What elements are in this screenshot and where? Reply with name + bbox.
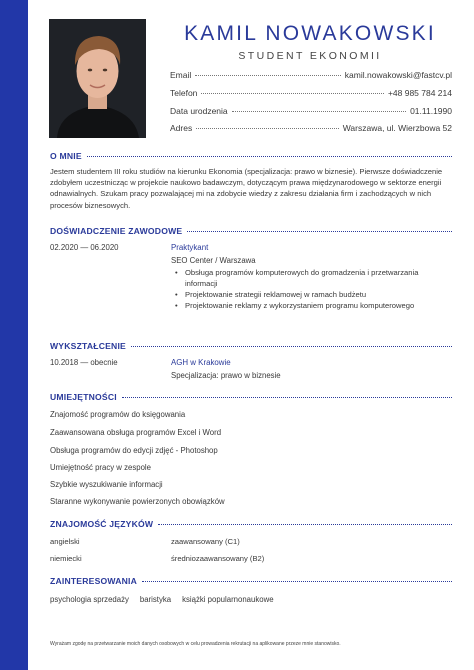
list-item: • Projektowanie strategii reklamowej w ramach budżetu — [171, 290, 421, 301]
heading-label: UMIEJĘTNOŚCI — [50, 392, 117, 402]
accent-sidebar — [0, 0, 28, 670]
phone-value[interactable]: +48 985 784 214 — [387, 88, 452, 98]
experience-date: 02.2020 — 06.2020 — [50, 243, 119, 252]
about-text: Jestem studentem III roku studiów na kierunku Ekonomia (specjalizacja: prawo w biznesie). Pierwsze doświadczenie zdobyłem uczestnicząc w projekcie naukowo badawczym, dotyczącym prawa międzynarodowego w sektorze energii odnawialnych. Szukam pracy pozwalającej mi na zdobycie wiedzy z zakresu działania firm i zachodzących w nich procesów biznesowych. — [50, 167, 443, 210]
contact-label: Data urodzenia — [170, 106, 228, 116]
contact-label: Telefon — [170, 88, 198, 98]
section-heading-education — [50, 341, 452, 351]
interest-item: psychologia sprzedaży — [50, 595, 129, 604]
language-name: niemiecki — [50, 554, 82, 563]
skill-item: Umiejętność pracy w zespole — [50, 463, 151, 472]
email-value[interactable]: kamil.nowakowski@fastcv.pl — [344, 70, 452, 80]
education-date: 10.2018 — obecnie — [50, 358, 118, 367]
address-value: Warszawa, ul. Wierzbowa 52 — [342, 123, 452, 133]
list-item: • Projektowanie reklamy z wykorzystaniem programu komputerowego — [171, 301, 421, 312]
leader-dots — [232, 111, 406, 112]
interest-item: baristyka — [139, 595, 172, 604]
candidate-title: STUDENT EKONOMII — [238, 50, 382, 62]
section-heading-languages — [50, 519, 452, 529]
experience-role: Praktykant — [171, 243, 209, 252]
section-heading-interests — [50, 576, 452, 586]
heading-dots — [158, 524, 452, 525]
heading-dots — [122, 397, 452, 398]
heading-label: ZNAJOMOŚĆ JĘZYKÓW — [50, 519, 154, 529]
education-specialization: Specjalizacja: prawo w biznesie — [171, 371, 281, 380]
contact-label: Email — [170, 70, 192, 80]
language-name: angielski — [50, 537, 80, 546]
skill-item: Obsługa programów do edycji zdjęć - Photoshop — [50, 446, 218, 455]
heading-dots — [87, 156, 452, 157]
skill-item: Staranne wykonywanie powierzonych obowiązków — [50, 497, 225, 506]
profile-photo — [49, 19, 146, 138]
contact-row-phone — [170, 88, 452, 100]
section-heading-about — [50, 151, 452, 161]
heading-label: DOŚWIADCZENIE ZAWODOWE — [50, 226, 183, 236]
heading-dots — [131, 346, 452, 347]
leader-dots — [195, 75, 341, 76]
skill-item: Znajomość programów do księgowania — [50, 410, 186, 419]
contact-row-birthdate — [170, 106, 452, 118]
heading-label: ZAINTERESOWANIA — [50, 576, 138, 586]
skill-item: Zaawansowana obsługa programów Excel i Word — [50, 428, 222, 437]
skill-item: Szybkie wyszukiwanie informacji — [50, 480, 163, 489]
leader-dots — [201, 93, 384, 94]
education-school: AGH w Krakowie — [171, 358, 231, 367]
heading-dots — [142, 581, 452, 582]
experience-company: SEO Center / Warszawa — [171, 256, 256, 265]
leader-dots — [196, 128, 339, 129]
birthdate-value: 01.11.1990 — [410, 106, 452, 116]
experience-duties — [171, 268, 421, 312]
heading-dots — [187, 231, 452, 232]
heading-label: WYKSZTAŁCENIE — [50, 341, 126, 351]
interest-item: książki popularnonaukowe — [182, 595, 274, 604]
contact-label: Adres — [170, 123, 193, 133]
language-level: średniozaawansowany (B2) — [171, 554, 265, 563]
contact-row-address — [170, 123, 452, 135]
gdpr-consent-clause: Wyrażam zgodę na przetwarzanie moich danych osobowych w celu prowadzenia rekrutacji na aplikowane przeze mnie stanowisko. — [50, 641, 341, 647]
interests-list — [50, 595, 274, 604]
heading-label: O MNIE — [50, 151, 82, 161]
candidate-name: KAMIL NOWAKOWSKI — [184, 22, 436, 45]
contact-row-email — [170, 70, 452, 82]
list-item: • Obsługa programów komputerowych do gromadzenia i przetwarzania informacji — [171, 268, 421, 289]
language-level: zaawansowany (C1) — [171, 537, 240, 546]
section-heading-experience — [50, 226, 452, 236]
section-heading-skills — [50, 392, 452, 402]
